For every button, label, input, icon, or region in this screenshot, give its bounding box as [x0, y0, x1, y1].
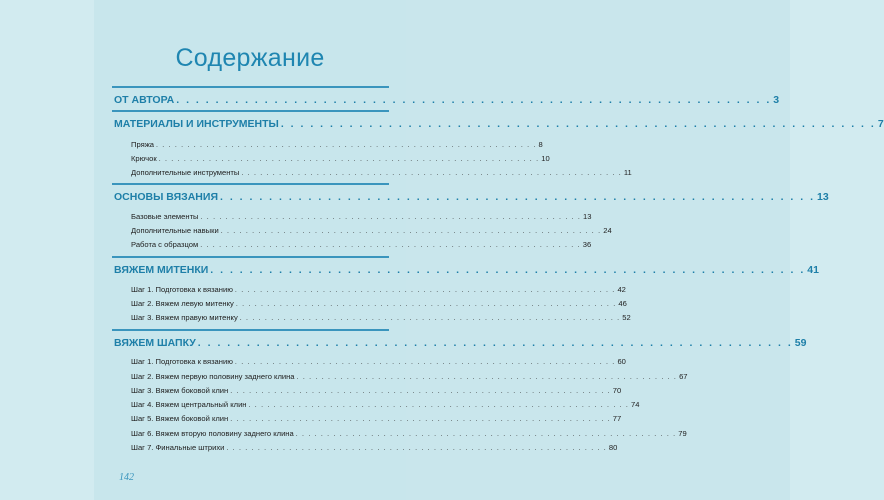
leader-dots: . . . . . . . . . . . . . . . . . . . . . . . . . . . . . . . . . . . . . . . . . . . . . . . . . . . . . . . . . . . . . — [234, 359, 616, 366]
toc-subentry[interactable] — [131, 240, 592, 249]
page-margin-right — [790, 0, 884, 500]
toc-subentry-page: 60 — [617, 357, 626, 366]
toc-subentry-label: Шаг 3. Вяжем боковой клин — [131, 386, 229, 395]
toc-subentry[interactable] — [131, 313, 631, 322]
toc-subentry[interactable] — [131, 299, 627, 308]
toc-entry-label: ВЯЖЕМ МИТЕНКИ — [114, 264, 209, 276]
toc-subentry-page: 36 — [582, 240, 592, 249]
section-divider — [112, 329, 389, 331]
page-margin-left — [0, 0, 94, 500]
toc-subentry[interactable] — [131, 400, 640, 409]
leader-dots: . . . . . . . . . . . . . . . . . . . . . . . . . . . . . . . . . . . . . . . . . . . . . . . . . . . . . . . . . . . . . — [280, 118, 876, 130]
leader-dots: . . . . . . . . . . . . . . . . . . . . . . . . . . . . . . . . . . . . . . . . . . . . . . . . . . . . . . . . . . . . . — [176, 94, 772, 106]
toc-subentry[interactable] — [131, 386, 622, 395]
toc-subentry-label: Базовые элементы — [131, 212, 199, 221]
toc-subentry[interactable] — [131, 154, 550, 163]
toc-subentry-label: Шаг 2. Вяжем первую половину заднего клина — [131, 372, 295, 381]
leader-dots: . . . . . . . . . . . . . . . . . . . . . . . . . . . . . . . . . . . . . . . . . . . . . . . . . . . . . . . . . . . . . — [200, 214, 582, 221]
toc-subentry[interactable] — [131, 429, 687, 438]
leader-dots: . . . . . . . . . . . . . . . . . . . . . . . . . . . . . . . . . . . . . . . . . . . . . . . . . . . . . . . . . . . . . — [226, 445, 607, 452]
toc-subentry-label: Шаг 1. Подготовка к вязанию — [131, 357, 233, 366]
toc-subentry-label: Шаг 4. Вяжем центральный клин — [131, 400, 247, 409]
toc-subentry-label: Шаг 5. Вяжем боковой клин — [131, 414, 229, 423]
section-divider — [112, 110, 389, 112]
toc-entry-basics[interactable] — [114, 191, 829, 203]
toc-subentry[interactable] — [131, 285, 626, 294]
toc-entry-page: 41 — [807, 264, 819, 276]
leader-dots: . . . . . . . . . . . . . . . . . . . . . . . . . . . . . . . . . . . . . . . . . . . . . . . . . . . . . . . . . . . . . — [296, 374, 678, 381]
toc-subentry-page: 13 — [583, 212, 592, 221]
toc-subentry-page: 80 — [608, 443, 618, 452]
toc-subentry[interactable] — [131, 212, 592, 221]
toc-subentry[interactable] — [131, 414, 622, 423]
toc-subentry-page: 46 — [618, 299, 627, 308]
toc-subentry-page: 77 — [612, 414, 622, 423]
toc-subentry-page: 42 — [617, 285, 626, 294]
leader-dots: . . . . . . . . . . . . . . . . . . . . . . . . . . . . . . . . . . . . . . . . . . . . . . . . . . . . . . . . . . . . . — [158, 156, 540, 163]
toc-subentry-page: 52 — [622, 313, 631, 322]
page-number: 142 — [119, 472, 134, 483]
toc-entry-hat[interactable] — [114, 337, 807, 349]
toc-subentry-page: 79 — [678, 429, 687, 438]
toc-subentry-page: 67 — [679, 372, 688, 381]
toc-entry-label: ОСНОВЫ ВЯЗАНИЯ — [114, 191, 218, 203]
toc-subentry-label: Шаг 3. Вяжем правую митенку — [131, 313, 238, 322]
toc-subentry-page: 74 — [631, 400, 640, 409]
leader-dots: . . . . . . . . . . . . . . . . . . . . . . . . . . . . . . . . . . . . . . . . . . . . . . . . . . . . . . . . . . . . . — [235, 301, 617, 308]
toc-subentry-label: Крючок — [131, 154, 157, 163]
toc-subentry[interactable] — [131, 372, 688, 381]
leader-dots: . . . . . . . . . . . . . . . . . . . . . . . . . . . . . . . . . . . . . . . . . . . . . . . . . . . . . . . . . . . . . — [234, 287, 616, 294]
toc-subentry-label: Дополнительные навыки — [131, 226, 219, 235]
toc-entry-label: ВЯЖЕМ ШАПКУ — [114, 337, 196, 349]
toc-subentry-page: 8 — [538, 140, 543, 149]
leader-dots: . . . . . . . . . . . . . . . . . . . . . . . . . . . . . . . . . . . . . . . . . . . . . . . . . . . . . . . . . . . . . — [230, 416, 611, 423]
toc-subentry[interactable] — [131, 357, 626, 366]
leader-dots: . . . . . . . . . . . . . . . . . . . . . . . . . . . . . . . . . . . . . . . . . . . . . . . . . . . . . . . . . . . . . — [210, 264, 806, 276]
toc-subentry-label: Дополнительные инструменты — [131, 168, 240, 177]
leader-dots: . . . . . . . . . . . . . . . . . . . . . . . . . . . . . . . . . . . . . . . . . . . . . . . . . . . . . . . . . . . . . — [295, 431, 677, 438]
toc-entry-label: МАТЕРИАЛЫ И ИНСТРУМЕНТЫ — [114, 118, 279, 130]
toc-entry-author[interactable] — [114, 94, 780, 106]
toc-subentry[interactable] — [131, 140, 543, 149]
section-divider — [112, 256, 389, 258]
toc-subentry-page: 24 — [603, 226, 612, 235]
toc-entry-page: 13 — [817, 191, 829, 203]
toc-subentry-label: Работа с образцом — [131, 240, 199, 249]
toc-entry-mittens[interactable] — [114, 264, 819, 276]
toc-page — [94, 0, 884, 500]
toc-entry-page: 59 — [794, 337, 807, 349]
leader-dots: . . . . . . . . . . . . . . . . . . . . . . . . . . . . . . . . . . . . . . . . . . . . . . . . . . . . . . . . . . . . . — [241, 170, 622, 177]
page-title: Содержание — [175, 44, 325, 72]
toc-subentry-label: Шаг 7. Финальные штрихи — [131, 443, 225, 452]
toc-entry-label: ОТ АВТОРА — [114, 94, 175, 106]
section-divider — [112, 86, 389, 88]
leader-dots: . . . . . . . . . . . . . . . . . . . . . . . . . . . . . . . . . . . . . . . . . . . . . . . . . . . . . . . . . . . . . — [239, 315, 621, 322]
toc-subentry-label: Шаг 1. Подготовка к вязанию — [131, 285, 233, 294]
toc-subentry[interactable] — [131, 226, 612, 235]
leader-dots: . . . . . . . . . . . . . . . . . . . . . . . . . . . . . . . . . . . . . . . . . . . . . . . . . . . . . . . . . . . . . — [200, 242, 581, 249]
leader-dots: . . . . . . . . . . . . . . . . . . . . . . . . . . . . . . . . . . . . . . . . . . . . . . . . . . . . . . . . . . . . . — [230, 388, 611, 395]
leader-dots: . . . . . . . . . . . . . . . . . . . . . . . . . . . . . . . . . . . . . . . . . . . . . . . . . . . . . . . . . . . . . — [197, 337, 793, 349]
toc-subentry-page: 70 — [612, 386, 622, 395]
toc-subentry-label: Шаг 6. Вяжем вторую половину заднего клина — [131, 429, 294, 438]
leader-dots: . . . . . . . . . . . . . . . . . . . . . . . . . . . . . . . . . . . . . . . . . . . . . . . . . . . . . . . . . . . . . — [156, 142, 537, 149]
toc-subentry-label: Шаг 2. Вяжем левую митенку — [131, 299, 234, 308]
leader-dots: . . . . . . . . . . . . . . . . . . . . . . . . . . . . . . . . . . . . . . . . . . . . . . . . . . . . . . . . . . . . . — [220, 191, 815, 203]
toc-subentry-page: 10 — [541, 154, 550, 163]
toc-subentry-page: 11 — [623, 168, 632, 177]
toc-subentry[interactable] — [131, 168, 632, 177]
toc-entry-materials[interactable] — [114, 118, 884, 130]
toc-entry-page: 3 — [773, 94, 780, 106]
toc-subentry-label: Пряжа — [131, 140, 155, 149]
toc-entry-page: 7 — [877, 118, 884, 130]
section-divider — [112, 183, 389, 185]
leader-dots: . . . . . . . . . . . . . . . . . . . . . . . . . . . . . . . . . . . . . . . . . . . . . . . . . . . . . . . . . . . . . — [220, 228, 602, 235]
leader-dots: . . . . . . . . . . . . . . . . . . . . . . . . . . . . . . . . . . . . . . . . . . . . . . . . . . . . . . . . . . . . . — [248, 402, 630, 409]
toc-subentry[interactable] — [131, 443, 618, 452]
